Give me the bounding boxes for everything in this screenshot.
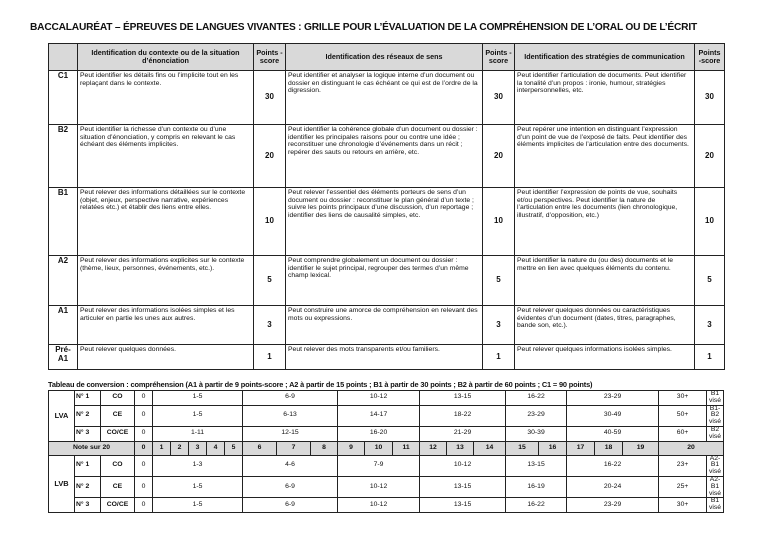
points-score: 3 xyxy=(483,306,515,345)
row-number: N° 2 xyxy=(75,405,101,426)
grid-row-c1 xyxy=(49,71,725,125)
note-value: 3 xyxy=(189,441,207,455)
descriptor-contexte: Peut relever des informations explicites sur le contexte (thème, lieux, personnes, événements, etc.). xyxy=(78,256,254,306)
target-level: A2-B1 visé xyxy=(707,476,724,497)
range-cell: 1-3 xyxy=(153,455,243,476)
range-cell: 13-15 xyxy=(420,498,506,513)
range-cell: 10-12 xyxy=(338,498,420,513)
lvb-row-3 xyxy=(49,498,724,513)
row-number: N° 3 xyxy=(75,498,101,513)
note-value: 0 xyxy=(135,441,153,455)
descriptor-reseaux: Peut construire une amorce de compréhension en relevant des mots ou expressions. xyxy=(286,306,483,345)
grid-row-b1 xyxy=(49,188,725,256)
range-cell: 6-9 xyxy=(243,391,338,406)
skill-code: CE xyxy=(101,476,135,497)
level-label: A2 xyxy=(49,256,78,306)
range-cell: 16-19 xyxy=(506,476,567,497)
points-score: 3 xyxy=(254,306,286,345)
range-cell: 6-13 xyxy=(243,405,338,426)
row-number: N° 2 xyxy=(75,476,101,497)
range-cell: 16-22 xyxy=(567,455,659,476)
skill-code: CO xyxy=(101,455,135,476)
range-cell: 0 xyxy=(135,476,153,497)
descriptor-contexte: Peut relever des informations détaillées sur le contexte (objet, enjeux, perspective narrative, expériences relatées etc.) et établir des liens entre elles. xyxy=(78,188,254,256)
range-cell: 12-15 xyxy=(243,426,338,441)
descriptor-strategies: Peut repérer une intention en distinguant l’expression d’un point de vue de l’exposé de faits. Peut identifier des éléments implicites de l’articulation entre des documents. xyxy=(515,125,695,188)
range-cell: 0 xyxy=(135,426,153,441)
points-score: 1 xyxy=(483,345,515,370)
grid-row-a2 xyxy=(49,256,725,306)
lvb-label: LVB xyxy=(49,455,75,512)
note-value: 17 xyxy=(567,441,595,455)
range-cell: 30+ xyxy=(659,498,707,513)
descriptor-contexte: Peut identifier la richesse d’un contexte ou d’une situation d’énonciation, y compris en relevant le cas échéant des éléments implicites. xyxy=(78,125,254,188)
header-points: Points -score xyxy=(695,44,725,71)
grid-row-a1 xyxy=(49,306,725,345)
points-score: 5 xyxy=(254,256,286,306)
descriptor-contexte: Peut relever des informations isolées simples et les articuler en partie les unes aux autres. xyxy=(78,306,254,345)
note-value: 20 xyxy=(659,441,724,455)
header-points: Points -score xyxy=(483,44,515,71)
level-label: A1 xyxy=(49,306,78,345)
note-value: 10 xyxy=(365,441,393,455)
note-value: 2 xyxy=(171,441,189,455)
range-cell: 23+ xyxy=(659,455,707,476)
points-score: 3 xyxy=(695,306,725,345)
range-cell: 23-29 xyxy=(567,391,659,406)
grid-row-pre-a1 xyxy=(49,345,725,370)
lva-row-1 xyxy=(49,391,724,406)
evaluation-grid xyxy=(48,43,725,370)
points-score: 20 xyxy=(254,125,286,188)
row-number: N° 1 xyxy=(75,455,101,476)
range-cell: 1-5 xyxy=(153,476,243,497)
target-level: B1-B2 visé xyxy=(707,405,724,426)
range-cell: 0 xyxy=(135,391,153,406)
notes-row xyxy=(49,441,724,455)
points-score: 5 xyxy=(695,256,725,306)
note-value: 12 xyxy=(420,441,447,455)
range-cell: 14-17 xyxy=(338,405,420,426)
target-level: A2-B1 visé xyxy=(707,455,724,476)
note-value: 16 xyxy=(539,441,567,455)
descriptor-reseaux: Peut identifier la cohérence globale d’un document ou dossier : identifier les principales raisons pour ou contre une idée ; reconstituer une chronologie d’événements dans un récit ; repérer des sauts ou retours en arrière, etc. xyxy=(286,125,483,188)
lva-row-2 xyxy=(49,405,724,426)
range-cell: 10-12 xyxy=(338,391,420,406)
skill-code: CO xyxy=(101,391,135,406)
range-cell: 18-22 xyxy=(420,405,506,426)
points-score: 10 xyxy=(483,188,515,256)
level-label: C1 xyxy=(49,71,78,125)
points-score: 5 xyxy=(483,256,515,306)
range-cell: 16-22 xyxy=(506,498,567,513)
range-cell: 1-5 xyxy=(153,391,243,406)
note-value: 14 xyxy=(474,441,506,455)
range-cell: 0 xyxy=(135,498,153,513)
descriptor-strategies: Peut identifier l’articulation de documents. Peut identifier la tonalité d’un propos : ironie, humour, stratégies interpersonnelles, etc. xyxy=(515,71,695,125)
page-title: BACCALAURÉAT – ÉPREUVES DE LANGUES VIVANTES : GRILLE POUR L’ÉVALUATION DE LA COMPRÉHENSION DE L’ORAL OU DE L’ÉCRIT xyxy=(30,22,697,33)
row-number: N° 1 xyxy=(75,391,101,406)
target-level: B1 visé xyxy=(707,498,724,513)
level-label: Pré-A1 xyxy=(49,345,78,370)
grid-row-b2 xyxy=(49,125,725,188)
range-cell: 23-29 xyxy=(567,498,659,513)
range-cell: 7-9 xyxy=(338,455,420,476)
descriptor-contexte: Peut relever quelques données. xyxy=(78,345,254,370)
range-cell: 1-5 xyxy=(153,498,243,513)
range-cell: 4-6 xyxy=(243,455,338,476)
range-cell: 6-9 xyxy=(243,476,338,497)
points-score: 1 xyxy=(695,345,725,370)
note-value: 9 xyxy=(338,441,365,455)
conversion-title: Tableau de conversion : compréhension (A1 à partir de 9 points-score ; A2 à partir de 15 points ; B1 à partir de 30 points ; B2 à partir de 60 points ; C1 = 90 points) xyxy=(48,380,593,389)
header-strategies: Identification des stratégies de communication xyxy=(515,44,695,71)
range-cell: 21-29 xyxy=(420,426,506,441)
range-cell: 20-24 xyxy=(567,476,659,497)
descriptor-contexte: Peut identifier les détails fins ou l’implicite tout en les replaçant dans le contexte. xyxy=(78,71,254,125)
note-value: 7 xyxy=(277,441,311,455)
points-score: 10 xyxy=(254,188,286,256)
descriptor-reseaux: Peut relever l’essentiel des éléments porteurs de sens d’un document ou dossier : reconstituer le plan général d’un texte ; suivre les points principaux d’une discussion, d’un reportage ; identifier des liens de causalité simples, etc. xyxy=(286,188,483,256)
range-cell: 60+ xyxy=(659,426,707,441)
note-value: 1 xyxy=(153,441,171,455)
points-score: 30 xyxy=(695,71,725,125)
range-cell: 23-29 xyxy=(506,405,567,426)
range-cell: 13-15 xyxy=(506,455,567,476)
points-score: 20 xyxy=(695,125,725,188)
range-cell: 16-20 xyxy=(338,426,420,441)
range-cell: 16-22 xyxy=(506,391,567,406)
range-cell: 13-15 xyxy=(420,391,506,406)
points-score: 30 xyxy=(483,71,515,125)
range-cell: 10-12 xyxy=(338,476,420,497)
range-cell: 13-15 xyxy=(420,476,506,497)
descriptor-strategies: Peut relever quelques informations isolées simples. xyxy=(515,345,695,370)
range-cell: 0 xyxy=(135,405,153,426)
points-score: 1 xyxy=(254,345,286,370)
range-cell: 50+ xyxy=(659,405,707,426)
grid-header-row xyxy=(49,44,725,71)
conversion-table xyxy=(48,390,724,513)
header-reseaux: Identification des réseaux de sens xyxy=(286,44,483,71)
range-cell: 40-59 xyxy=(567,426,659,441)
lva-row-3 xyxy=(49,426,724,441)
descriptor-strategies: Peut identifier la nature du (ou des) documents et le mettre en lien avec quelques éléments du contenu. xyxy=(515,256,695,306)
row-number: N° 3 xyxy=(75,426,101,441)
range-cell: 6-9 xyxy=(243,498,338,513)
descriptor-strategies: Peut relever quelques données ou caractéristiques évidentes d’un document (dates, titres, paragraphes, bande son, etc.). xyxy=(515,306,695,345)
points-score: 30 xyxy=(254,71,286,125)
range-cell: 30-39 xyxy=(506,426,567,441)
level-label: B2 xyxy=(49,125,78,188)
note-value: 13 xyxy=(447,441,474,455)
points-score: 20 xyxy=(483,125,515,188)
range-cell: 30-49 xyxy=(567,405,659,426)
descriptor-reseaux: Peut comprendre globalement un document ou dossier : identifier le sujet principal, regrouper des termes d’un même champ lexical. xyxy=(286,256,483,306)
header-contexte: Identification du contexte ou de la situation d’énonciation xyxy=(78,44,254,71)
target-level: B2 visé xyxy=(707,426,724,441)
range-cell: 1-11 xyxy=(153,426,243,441)
note-value: 18 xyxy=(595,441,623,455)
note-value: 5 xyxy=(225,441,243,455)
notes-label: Note sur 20 xyxy=(49,441,135,455)
range-cell: 25+ xyxy=(659,476,707,497)
lvb-row-2 xyxy=(49,476,724,497)
range-cell: 1-5 xyxy=(153,405,243,426)
note-value: 11 xyxy=(393,441,420,455)
note-value: 15 xyxy=(506,441,539,455)
range-cell: 30+ xyxy=(659,391,707,406)
descriptor-reseaux: Peut relever des mots transparents et/ou familiers. xyxy=(286,345,483,370)
note-value: 19 xyxy=(623,441,659,455)
corner-cell xyxy=(49,44,78,71)
skill-code: CO/CE xyxy=(101,498,135,513)
note-value: 4 xyxy=(207,441,225,455)
target-level: B1 visé xyxy=(707,391,724,406)
skill-code: CO/CE xyxy=(101,426,135,441)
note-value: 6 xyxy=(243,441,277,455)
level-label: B1 xyxy=(49,188,78,256)
descriptor-strategies: Peut identifier l’expression de points de vue, souhaits et/ou perspectives. Peut identifier la nature de l’articulation entre les documents (lien chronologique, illustratif, d’opposition, etc.) xyxy=(515,188,695,256)
points-score: 10 xyxy=(695,188,725,256)
skill-code: CE xyxy=(101,405,135,426)
header-points: Points -score xyxy=(254,44,286,71)
range-cell: 10-12 xyxy=(420,455,506,476)
descriptor-reseaux: Peut identifier et analyser la logique interne d’un document ou dossier en distinguant le cas échéant ce qui est de l’ordre de la digression. xyxy=(286,71,483,125)
note-value: 8 xyxy=(311,441,338,455)
range-cell: 0 xyxy=(135,455,153,476)
lvb-row-1 xyxy=(49,455,724,476)
lva-label: LVA xyxy=(49,391,75,442)
